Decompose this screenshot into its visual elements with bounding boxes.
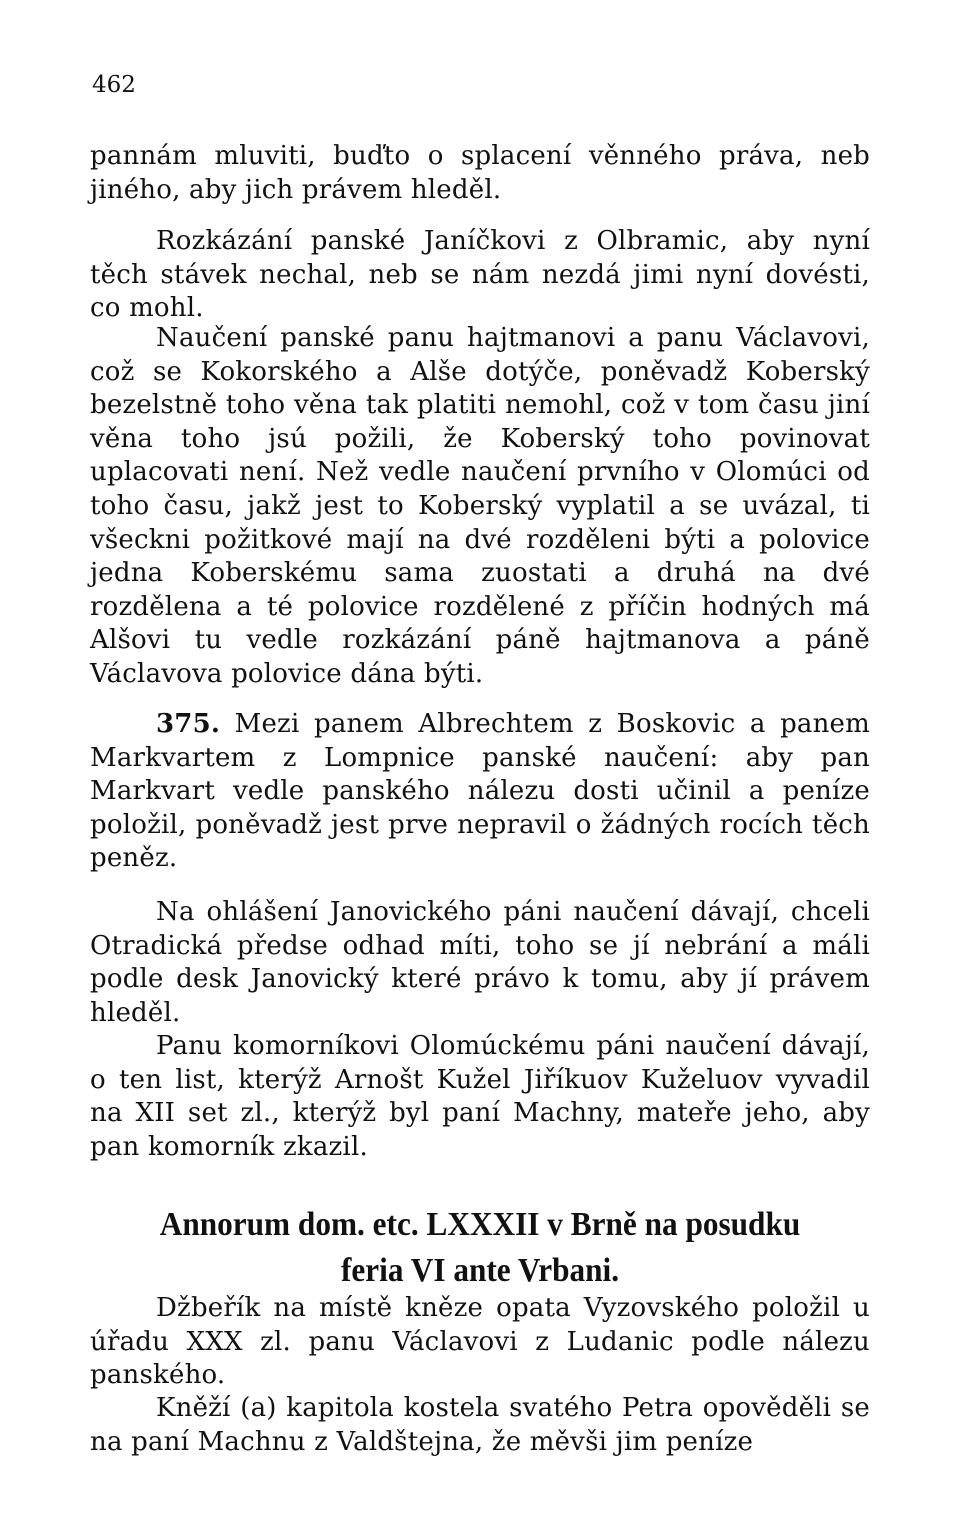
paragraph-3: Naučení panské panu hajtmanovi a panu Václavovi, což se Kokorského a Alše dotýče, poněvadž Koberský bezelstně toho věna tak platiti nemohl, což v tom času jiní věna toho jsú požili, že Koberský toho povinovat uplacovati není. Než vedle naučení prvního v Olomúci od toho času, jakž jest to Koberský vyplatil a se uvázal, ti všeckni požitkové mají na dvé rozděleni býti a polovice jedna Koberskému sama zuostati a druhá na dvé rozdělena a té polovice rozdělené z příčin hodných má Alšovi tu vedle rozkázání páně hajtmanova a páně Václavova polovice dána býti.: [90, 323, 870, 689]
page-number: 462: [92, 72, 136, 98]
paragraph-after-heading-2: Kněží (a) kapitola kostela svatého Petra opověděli se na paní Machnu z Valdštejna, že měvši jim peníze: [90, 1393, 870, 1457]
section-number: 375.: [156, 709, 221, 739]
paragraph-1: pannám mluviti, buďto o splacení věnného práva, neb jiného, aby jich právem hleděl.: [90, 141, 870, 205]
paragraph-2: Rozkázání panské Janíčkovi z Olbramic, aby nyní těch stávek nechal, neb se nám nezdá jimi nyní dovésti, co mohl.: [90, 226, 870, 324]
paragraph-375-text: Mezi panem Albrechtem z Boskovic a panem Markvartem z Lompnice panské naučení: aby pan Markvart vedle panského nálezu dosti učinil a peníze položil, poněvadž jest prve nepravil o žádných rocích těch peněz.: [90, 709, 871, 874]
paragraph-5: Na ohlášení Janovického páni naučení dávají, chceli Otradická předse odhad míti, toho se jí nebrání a máli podle desk Janovický které právo k tomu, aby jí právem hleděl.: [90, 897, 870, 1028]
paragraph-after-heading-1: Džbeřík na místě kněze opata Vyzovského položil u úřadu XXX zl. panu Václavovi z Ludanic podle nálezu panského.: [90, 1293, 870, 1391]
heading-line-2: feria VI ante Vrbani.: [340, 1252, 620, 1289]
heading-line-1: Annorum dom. etc. LXXXII v Brně na posudku: [159, 1206, 801, 1243]
section-heading: [121, 1202, 839, 1294]
paragraph-6: Panu komorníkovi Olomúckému páni naučení dávají, o ten list, kterýž Arnošt Kužel Jiříkuov Kuželuov vyvadil na XII set zl., kterýž byl paní Machny, mateře jeho, aby pan komorník zkazil.: [90, 1031, 870, 1162]
paragraph-375: [90, 708, 870, 876]
